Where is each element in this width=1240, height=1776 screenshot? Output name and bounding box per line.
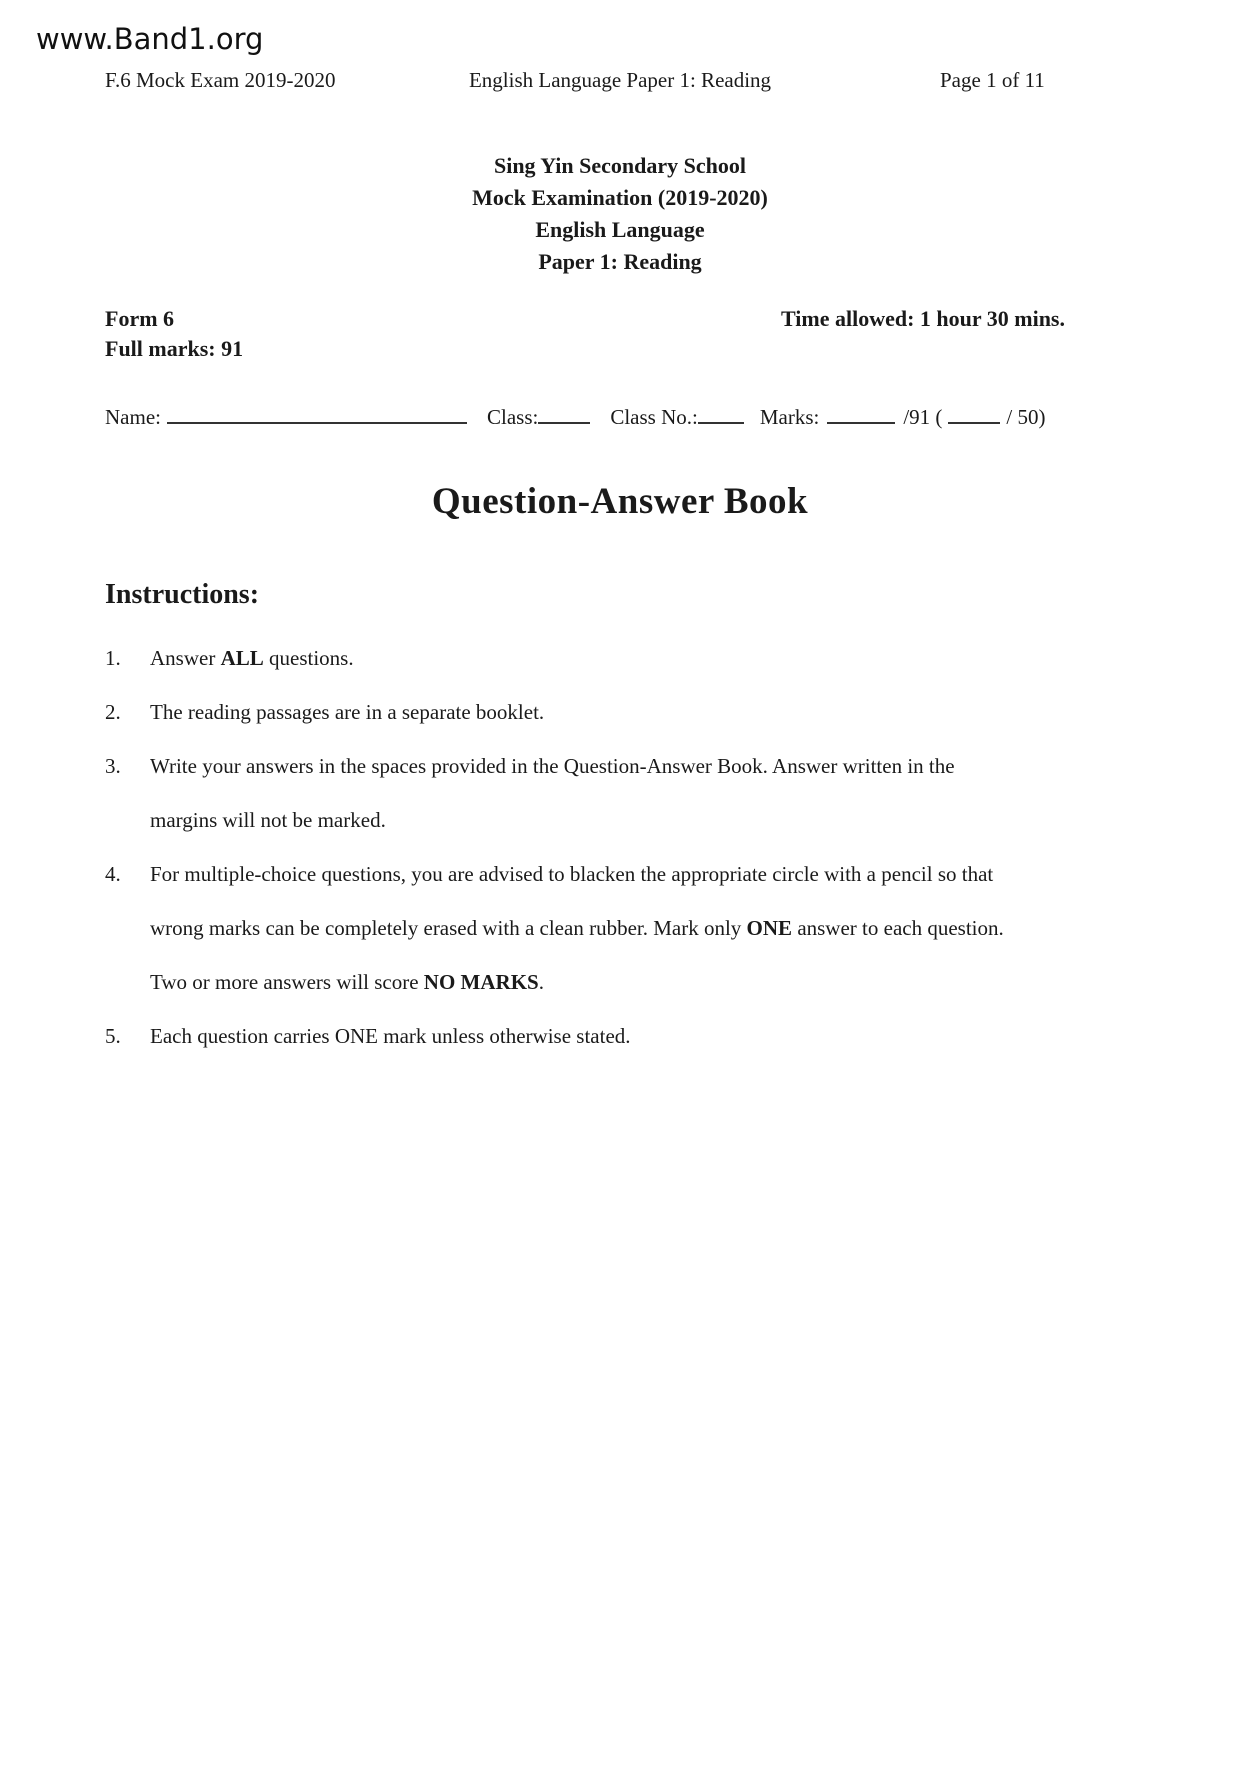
marks-conversion-blank: [948, 402, 1000, 424]
form-label: Form 6: [105, 306, 175, 331]
name-blank: [167, 402, 467, 424]
instruction-item-text: Each question carries ONE mark unless otherwise stated.: [150, 1023, 631, 1048]
instruction-item-text: margins will not be marked.: [150, 807, 386, 832]
class-no-label: Class No.:: [610, 405, 698, 429]
marks-label: Marks:: [759, 405, 820, 429]
instruction-item-line: [105, 847, 1240, 901]
instruction-item-line: [105, 685, 1240, 739]
header-exam-session: F.6 Mock Exam 2019-2020: [105, 68, 336, 92]
exam-paper-page: [0, 22, 1240, 1063]
instruction-item-number: 4.: [105, 861, 121, 886]
instruction-item-line: [105, 793, 1240, 847]
instruction-item-text: For multiple-choice questions, you are advised to blacken the appropriate circle with a pencil so that: [150, 861, 994, 886]
time-allowed-label: Time allowed: 1 hour 30 mins.: [781, 306, 1065, 331]
class-label: Class:: [486, 405, 539, 429]
instruction-item-number: 2.: [105, 699, 121, 724]
subject-name: English Language: [535, 217, 705, 242]
header-page-number: Page 1 of 11: [940, 68, 1045, 92]
instruction-item-number: 1.: [105, 645, 121, 670]
class-no-blank: [698, 402, 744, 424]
instruction-item-text: Write your answers in the spaces provided in the Question-Answer Book. Answer written in the: [150, 753, 955, 778]
school-name: Sing Yin Secondary School: [493, 153, 747, 178]
instruction-item-line: [105, 901, 1240, 955]
instruction-item-text: Answer ALL questions.: [150, 645, 354, 670]
instruction-item-line: [105, 631, 1240, 685]
marks-blank: [827, 402, 895, 424]
form-and-marks: [105, 304, 243, 364]
instruction-item-number: 5.: [105, 1023, 121, 1048]
instruction-item-number: 3.: [105, 753, 121, 778]
instruction-item-text: Two or more answers will score NO MARKS.: [150, 969, 544, 994]
instruction-item-line: [105, 1009, 1240, 1063]
instruction-item-text: wrong marks can be completely erased with a clean rubber. Mark only ONE answer to each question.: [150, 915, 1004, 940]
student-info-line: [0, 402, 1240, 430]
name-label: Name:: [105, 405, 161, 429]
exam-name: Mock Examination (2019-2020): [472, 185, 768, 210]
marks-out-of: /91 (: [903, 405, 943, 429]
instruction-item-line: [105, 955, 1240, 1009]
book-title: Question-Answer Book: [431, 481, 809, 522]
page-header: [0, 68, 1240, 94]
instruction-item-text: The reading passages are in a separate booklet.: [150, 699, 545, 724]
exam-info-row: [0, 304, 1240, 364]
paper-name: Paper 1: Reading: [538, 249, 702, 274]
header-paper-title: English Language Paper 1: Reading: [468, 68, 772, 92]
instructions-heading: Instructions:: [105, 579, 260, 610]
title-block: [0, 150, 1240, 278]
instructions-list: [0, 631, 1240, 1063]
marks-suffix: / 50): [1006, 405, 1046, 429]
watermark-url: www.Band1.org: [36, 22, 264, 56]
class-blank: [538, 402, 590, 424]
full-marks-label: Full marks: 91: [105, 336, 244, 361]
instruction-item-line: [105, 739, 1240, 793]
